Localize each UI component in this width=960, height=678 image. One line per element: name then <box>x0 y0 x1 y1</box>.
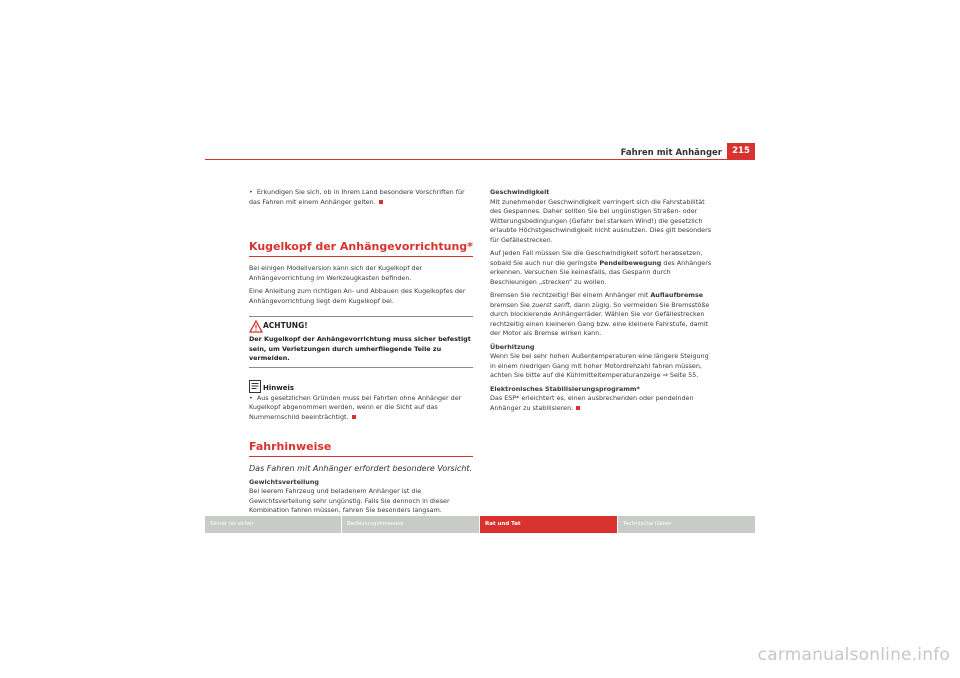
gewicht-text: Bei leerem Fahrzeug und beladenem Anhänger ist die Gewichtsverteilung sehr ungünstig. Falls Sie dennoch in dieser Kombination fahren müssen, fahren Sie besonders langsam. <box>249 487 450 514</box>
pendel-text-a: Auf jeden Fall müssen Sie die Geschwindigkeit sofort herabsetzen, sobald Sie auch nur die geringste <box>490 249 703 267</box>
brake-text-a: Bremsen Sie rechtzeitig! Bei einem Anhänger mit <box>490 291 649 299</box>
end-marker-icon <box>576 406 580 410</box>
section-title-fahrhinweise: Fahrhinweise <box>249 440 332 453</box>
footer-tab-sicher[interactable]: Sicher ist sicher <box>205 516 341 533</box>
running-header-title: Fahren mit Anhänger <box>620 148 722 158</box>
header-rule <box>205 159 755 160</box>
brake-text-b: bremsen Sie <box>490 300 530 309</box>
pendel-paragraph <box>490 249 716 287</box>
bullet-icon: • <box>249 393 253 402</box>
section-title-kugelkopf: Kugelkopf der Anhängevorrichtung* <box>249 240 473 253</box>
brake-bold: Auflaufbremse <box>650 291 704 299</box>
page-number: 215 <box>727 143 755 160</box>
kugelkopf-para-1: Bei einigen Modellversion kann sich der Kugelkopf der Anhängevorrichtung im Werkzeugkasten befinden. <box>249 264 423 282</box>
left-column <box>249 188 473 520</box>
pendel-text-b: des Anhängers erkennen. Versuchen Sie keinesfalls, das Gespann durch Beschleunigen „strecken“ zu wollen. <box>490 258 712 286</box>
footer-tab-technische-daten[interactable]: Technische Daten <box>618 516 755 533</box>
warning-text: Der Kugelkopf der Anhängevorrichtung muss sicher befestigt sein, um Verletzungen durch umherfliegende Teile zu vermeiden. <box>249 335 471 362</box>
bullet-icon: • <box>249 188 253 196</box>
intro-bullet <box>249 188 473 207</box>
end-marker-icon <box>352 415 356 419</box>
section-rule <box>249 256 473 257</box>
esp-paragraph <box>490 394 716 413</box>
note-header <box>249 380 473 394</box>
heat-title: Überhitzung <box>490 342 535 351</box>
brake-text-c: , dann zügig. So vermeiden Sie Bremsstöße durch blockierende Anhängerräder. Wählen Sie vor Gefällestrecken rechtzeitig einen kleineren Gang bzw. eine kleinere Fahrstufe, damit der Motor als Bremse wirken kann. <box>490 300 710 337</box>
heat-text: Wenn Sie bei sehr hohen Außentemperaturen eine längere Steigung in einem niedrigen Gang mit hoher Motordrehzahl fahren müssen, achten Sie bitte auf die Kühlmitteltemperaturanzeige ⇒ Seite 55. <box>490 352 709 379</box>
esp-text: Das ESP* erleichtert es, einen ausbrechenden oder pendelnden Anhänger zu stabilisieren. <box>490 394 694 412</box>
warning-title: ACHTUNG! <box>263 321 308 330</box>
warning-box <box>249 316 473 368</box>
section-rule <box>249 456 473 457</box>
pendel-bold: Pendelbewegung <box>599 258 662 267</box>
warning-header <box>249 319 473 335</box>
speed-title: Geschwindigkeit <box>490 188 550 196</box>
brake-paragraph <box>490 291 716 339</box>
warning-triangle-icon <box>249 320 263 333</box>
note-title: Hinweis <box>263 383 295 392</box>
note-text: Aus gesetzlichen Gründen muss bei Fahrten ohne Anhänger der Kugelkopf abgenommen werden, wenn er die Sicht auf das Nummernschild beeinträchtigt. <box>249 393 462 421</box>
watermark-text: carmanualsonline.info <box>757 645 950 665</box>
note-bullet <box>249 394 473 423</box>
footer-tab-rat-und-tat[interactable]: Rat und Tat <box>480 516 617 533</box>
esp-title: Elektronisches Stabilisierungsprogramm* <box>490 384 640 393</box>
brake-italic: zuerst sanft <box>531 300 570 309</box>
speed-text: Mit zunehmender Geschwindigkeit verringert sich die Fahrstabilität des Gespannes. Daher sollten Sie bei ungünstigen Straßen- oder Witterungsbedingungen (Gefahr bei starkem Wind!) die gesetzlich erlaubte Höchstgeschwindigkeit nicht ausnutzen. Dies gilt besonders für Gefällestrecken. <box>490 197 712 244</box>
note-icon <box>249 380 261 393</box>
kugelkopf-para-2: Eine Anleitung zum richtigen An- und Abbauen des Kugelkopfes der Anhängevorrichtung liegt dem Kugelkopf bei. <box>249 287 466 305</box>
fahrhinweise-subtitle: Das Fahren mit Anhänger erfordert besondere Vorsicht. <box>249 464 473 473</box>
footer-tab-bedienung[interactable]: Bedienungshinweise <box>342 516 479 533</box>
gewicht-title: Gewichtsverteilung <box>249 477 319 486</box>
intro-bullet-text: Erkundigen Sie sich, ob in Ihrem Land besondere Vorschriften für das Fahren mit einem Anhänger gelten. <box>249 188 465 206</box>
right-column <box>490 188 716 417</box>
end-marker-icon <box>379 200 383 204</box>
